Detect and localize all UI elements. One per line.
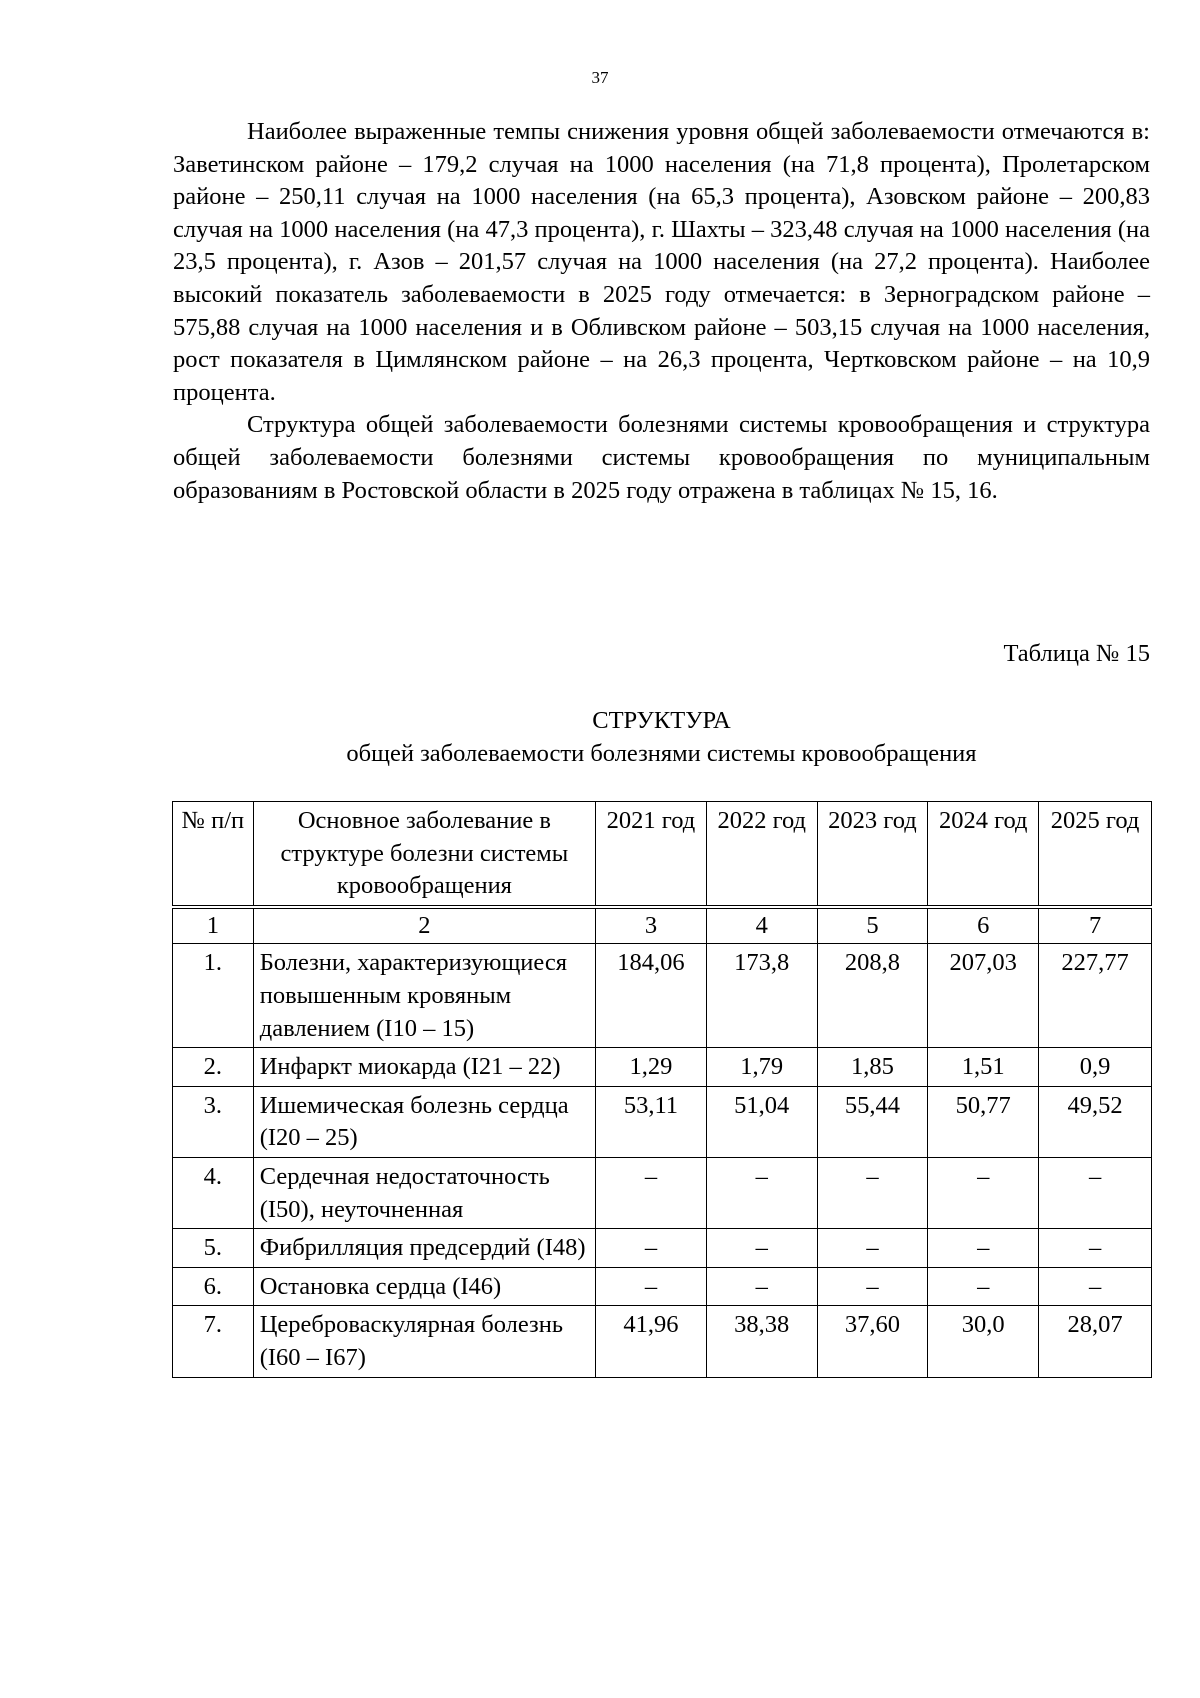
table-subtitle: общей заболеваемости болезнями системы кровообращения	[346, 740, 977, 767]
disease-name: Инфаркт миокарда (I21 – 22)	[253, 1048, 595, 1087]
row-number: 3.	[173, 1086, 254, 1157]
column-number: 4	[706, 907, 817, 944]
header-2024: 2024 год	[928, 802, 1039, 907]
row-number: 7.	[173, 1306, 254, 1377]
value-2023: –	[817, 1157, 928, 1228]
page-number: 37	[591, 68, 609, 87]
value-2023: 55,44	[817, 1086, 928, 1157]
column-numbers-row	[173, 907, 1152, 944]
value-2021: –	[596, 1157, 707, 1228]
table-row	[173, 1157, 1152, 1228]
value-2022: 51,04	[706, 1086, 817, 1157]
value-2022: –	[706, 1229, 817, 1268]
value-2021: 41,96	[596, 1306, 707, 1377]
header-disease: Основное заболевание в структуре болезни системы кровообращения	[253, 802, 595, 907]
value-2023: –	[817, 1267, 928, 1306]
header-2025: 2025 год	[1039, 802, 1152, 907]
disease-name: Остановка сердца (I46)	[253, 1267, 595, 1306]
disease-name: Фибрилляция предсердий (I48)	[253, 1229, 595, 1268]
column-number: 5	[817, 907, 928, 944]
row-number: 4.	[173, 1157, 254, 1228]
table-header-row	[173, 802, 1152, 907]
paragraph-decline-rates: Наиболее выраженные темпы снижения уровня общей заболеваемости отмечаются в: Заветинском районе – 179,2 случая на 1000 населения (на 71,8 процента), Пролетарском районе – 250,11 случая на 1000 населения (на 65,3 процента), Азовском районе – 200,83 случая на 1000 населения (на 47,3 процента), г. Шахты – 323,48 случая на 1000 населения (на 23,5 процента), г. Азов – 201,57 случая на 1000 населения (на 27,2 процента). Наиболее высокий показатель заболеваемости в 2025 году отмечается: в Зерноградском районе – 575,88 случая на 1000 населения и в Обливском районе – 503,15 случая на 1000 населения, рост показателя в Цимлянском районе – на 26,3 процента, Чертковском районе – на 10,9 процента.	[173, 118, 1150, 406]
value-2021: –	[596, 1267, 707, 1306]
value-2021: –	[596, 1229, 707, 1268]
morbidity-structure-table	[172, 801, 1152, 1378]
disease-name: Сердечная недостаточность (I50), неуточненная	[253, 1157, 595, 1228]
value-2022: 38,38	[706, 1306, 817, 1377]
value-2024: 1,51	[928, 1048, 1039, 1087]
table-title: СТРУКТУРА	[592, 707, 731, 734]
column-number: 6	[928, 907, 1039, 944]
table-row	[173, 944, 1152, 1048]
value-2024: 207,03	[928, 944, 1039, 1048]
value-2024: 50,77	[928, 1086, 1039, 1157]
value-2023: 208,8	[817, 944, 928, 1048]
column-number: 7	[1039, 907, 1152, 944]
value-2023: –	[817, 1229, 928, 1268]
table-heading	[173, 704, 1150, 770]
disease-name: Болезни, характеризующиеся повышенным кровяным давлением (I10 – 15)	[253, 944, 595, 1048]
value-2024: –	[928, 1229, 1039, 1268]
column-number: 1	[173, 907, 254, 944]
column-number: 2	[253, 907, 595, 944]
value-2025: 0,9	[1039, 1048, 1152, 1087]
header-2022: 2022 год	[706, 802, 817, 907]
value-2022: 173,8	[706, 944, 817, 1048]
disease-name: Цереброваскулярная болезнь (I60 – I67)	[253, 1306, 595, 1377]
table-row	[173, 1267, 1152, 1306]
value-2025: –	[1039, 1267, 1152, 1306]
value-2022: –	[706, 1267, 817, 1306]
table-row	[173, 1306, 1152, 1377]
value-2025: 28,07	[1039, 1306, 1152, 1377]
row-number: 1.	[173, 944, 254, 1048]
value-2022: 1,79	[706, 1048, 817, 1087]
value-2022: –	[706, 1157, 817, 1228]
value-2025: –	[1039, 1157, 1152, 1228]
table-row	[173, 1229, 1152, 1268]
value-2023: 37,60	[817, 1306, 928, 1377]
disease-name: Ишемическая болезнь сердца (I20 – 25)	[253, 1086, 595, 1157]
header-2023: 2023 год	[817, 802, 928, 907]
row-number: 6.	[173, 1267, 254, 1306]
value-2025: 227,77	[1039, 944, 1152, 1048]
value-2024: 30,0	[928, 1306, 1039, 1377]
paragraph-structure-reference: Структура общей заболеваемости болезнями системы кровообращения и структура общей заболеваемости болезнями системы кровообращения по муниципальным образованиям в Ростовской области в 2025 году отражена в таблицах № 15, 16.	[173, 411, 1150, 504]
header-2021: 2021 год	[596, 802, 707, 907]
row-number: 5.	[173, 1229, 254, 1268]
table-row	[173, 1086, 1152, 1157]
value-2025: 49,52	[1039, 1086, 1152, 1157]
table-row	[173, 1048, 1152, 1087]
value-2024: –	[928, 1157, 1039, 1228]
value-2021: 1,29	[596, 1048, 707, 1087]
value-2021: 184,06	[596, 944, 707, 1048]
body-text	[173, 116, 1150, 507]
column-number: 3	[596, 907, 707, 944]
value-2025: –	[1039, 1229, 1152, 1268]
header-number: № п/п	[173, 802, 254, 907]
table-label: Таблица № 15	[1003, 640, 1150, 667]
row-number: 2.	[173, 1048, 254, 1087]
value-2021: 53,11	[596, 1086, 707, 1157]
value-2024: –	[928, 1267, 1039, 1306]
value-2023: 1,85	[817, 1048, 928, 1087]
